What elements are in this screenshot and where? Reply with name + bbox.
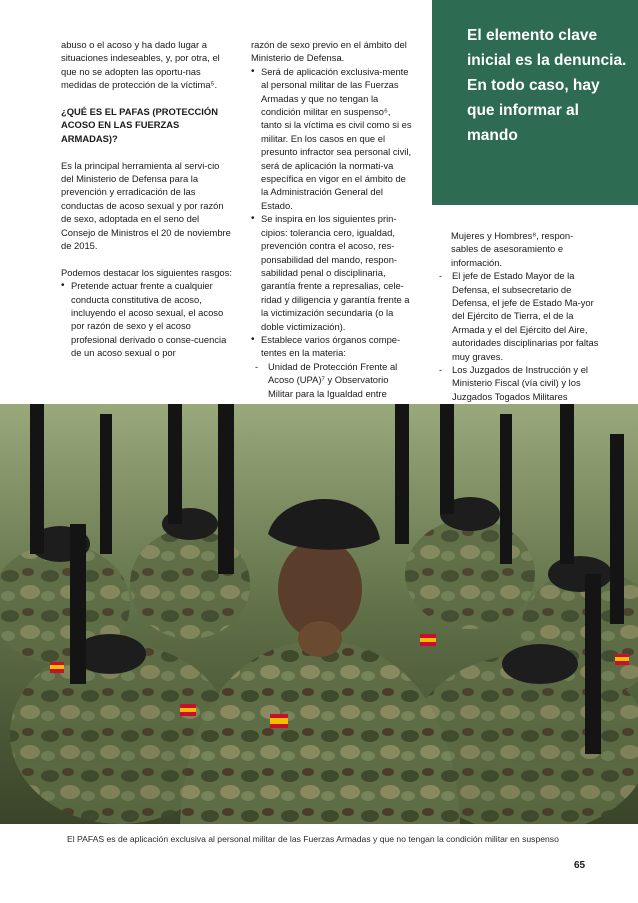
intro-paragraph: abuso o el acoso y ha dado lugar a situaciones indeseables, y, por otra, el que no se adopten las oportu-nas medidas de protección de la víctima⁵. xyxy=(61,39,220,91)
list-item: • Establece varios órganos compe-tentes en la materia: xyxy=(251,333,413,360)
competent-bodies-list-continued xyxy=(439,269,599,403)
text-column-1 xyxy=(61,38,233,360)
features-lead: Podemos destacar los siguientes rasgos: xyxy=(61,266,232,278)
soldiers-parade-photo xyxy=(0,404,638,824)
section-heading: ¿QUÉ ES EL PAFAS (PROTECCIÓN ACOSO EN LAS FUERZAS ARMADAS)? xyxy=(61,106,218,144)
list-item: - El jefe de Estado Mayor de la Defensa, el subsecretario de Defensa, el jefe de Estado Ma-yor del Ejército de Tierra, el de la Armada y el del Ejército del Aire, autoridades disciplinarias por faltas muy graves. xyxy=(439,269,599,363)
features-list xyxy=(61,279,233,359)
page-number: 65 xyxy=(574,860,586,871)
text-column-2 xyxy=(251,38,413,400)
pull-quote-box xyxy=(432,0,638,205)
list-item: • Será de aplicación exclusiva-mente al personal militar de las Fuerzas Armadas y que no tengan la condición militar en suspenso⁶, tanto si la víctima es civil como si es militar. En los casos en que el presunto infractor sea personal civil, será de aplicación la normati-va específica en vigor en el ámbito de la Administración General del Estado. xyxy=(251,65,413,212)
photo-caption: El PAFAS es de aplicación exclusiva al personal militar de las Fuerzas Armadas y que no tengan la condición militar en suspenso xyxy=(67,834,559,844)
definition-paragraph: Es la principal herramienta al servi-cio del Ministerio de Defensa para la prevención y erradicación de las conductas de acoso sexual y por razón de sexo, adoptada en el seno del Consejo de Ministros el 20 de noviembre de 2015. xyxy=(61,159,231,252)
features-list-continued xyxy=(251,65,413,360)
pull-quote-text: El elemento clave inicial es la denuncia. En todo caso, hay que informar al mando xyxy=(467,27,627,144)
list-item: - Los Juzgados de Instrucción y el Ministerio Fiscal (vía civil) y los Juzgados Togados Militares xyxy=(439,363,599,403)
list-item: • Se inspira en los siguientes prin-cipios: tolerancia cero, igualdad, prevención contra el acoso, res-ponsabilidad del mando, respon-sabilidad penal o disciplinaria, garantía frente a represalias, cele-ridad y diligencia y garantía frente a la victimización secundaria (o la doble victimización). xyxy=(251,212,413,333)
continuation-paragraph: razón de sexo previo en el ámbito del Ministerio de Defensa. xyxy=(251,39,407,64)
competent-bodies-list xyxy=(255,360,413,400)
continuation-paragraph: Mujeres y Hombres⁸, respon-sables de asesoramiento e información. xyxy=(451,230,574,268)
photo-illustration xyxy=(0,404,638,824)
list-item: - Unidad de Protección Frente al Acoso (UPA)⁷ y Observatorio Militar para la Igualdad entre xyxy=(255,360,413,400)
text-column-3 xyxy=(451,229,599,403)
list-item: • Pretende actuar frente a cualquier conducta constitutiva de acoso, incluyendo el acoso sexual, el acoso por razón de sexo y el acoso profesional derivado o conse-cuencia de un acoso sexual o por xyxy=(61,279,233,359)
